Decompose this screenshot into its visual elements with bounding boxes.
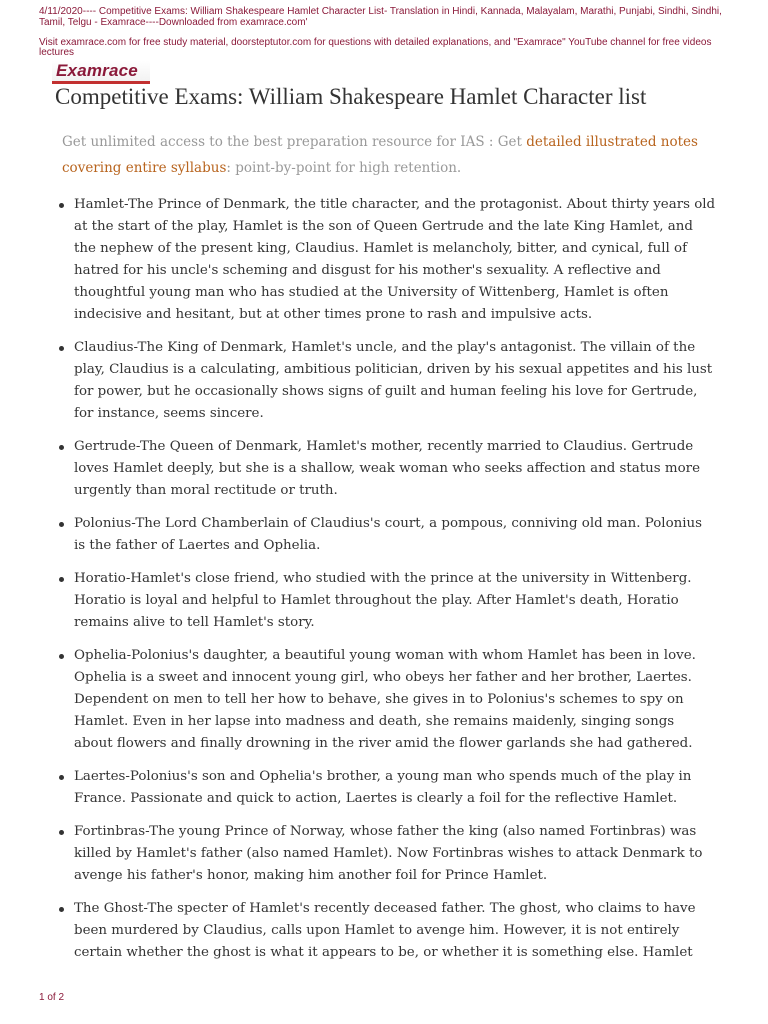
print-header: 4/11/2020---- Competitive Exams: William Shakespeare Hamlet Character List- Translation in Hindi, Kannada, Malayalam, Marathi, Punjabi, Sindhi, Sindhi, Tamil, Telgu - Examrace----Downloaded from examrace.com' [39, 6, 722, 28]
character-item-hamlet [56, 194, 716, 326]
bullet-icon [59, 346, 64, 351]
bullet-icon [59, 830, 64, 835]
promo-tail: : point-by-point for high retention. [226, 160, 462, 176]
character-item-ophelia [56, 645, 716, 755]
promo-notes-link[interactable]: detailed illustrated notes covering entire syllabus [62, 134, 698, 176]
bullet-icon [59, 203, 64, 208]
bullet-icon [59, 654, 64, 659]
character-list [56, 194, 716, 975]
promo-banner [62, 129, 712, 181]
character-item-claudius [56, 337, 716, 425]
character-item-laertes [56, 766, 716, 810]
character-text: Polonius-The Lord Chamberlain of Claudius's court, a pompous, conniving old man. Polonius is the father of Laertes and Ophelia. [74, 516, 703, 553]
character-item-ghost [56, 898, 716, 964]
character-text: Laertes-Polonius's son and Ophelia's brother, a young man who spends much of the play in France. Passionate and quick to action, Laertes is clearly a foil for the reflective Hamlet. [74, 769, 692, 806]
character-text: Fortinbras-The young Prince of Norway, whose father the king (also named Fortinbras) was killed by Hamlet's father (also named Hamlet). Now Fortinbras wishes to attack Denmark to avenge his father's honor, making him another foil for Prince Hamlet. [74, 824, 703, 883]
character-item-polonius [56, 513, 716, 557]
bullet-icon [59, 522, 64, 527]
character-item-horatio [56, 568, 716, 634]
character-text: Hamlet-The Prince of Denmark, the title character, and the protagonist. About thirty years old at the start of the play, Hamlet is the son of Queen Gertrude and the late King Hamlet, and the nephew of the present king, Claudius. Hamlet is melancholy, bitter, and cynical, full of hatred for his uncle's scheming and disgust for his mother's sexuality. A reflective and thoughtful young man who has studied at the University of Wittenberg, Hamlet is often indecisive and hesitant, but at other times prone to rash and impulsive acts. [74, 197, 716, 322]
bullet-icon [59, 577, 64, 582]
examrace-logo[interactable] [52, 61, 150, 84]
bullet-icon [59, 907, 64, 912]
page-number: 1 of 2 [39, 992, 65, 1003]
character-text: Gertrude-The Queen of Denmark, Hamlet's mother, recently married to Claudius. Gertrude loves Hamlet deeply, but she is a shallow, weak woman who seeks affection and status more urgently than moral rectitude or truth. [74, 439, 701, 498]
bullet-icon [59, 445, 64, 450]
character-text: Horatio-Hamlet's close friend, who studied with the prince at the university in Wittenberg. Horatio is loyal and helpful to Hamlet throughout the play. After Hamlet's death, Horatio remains alive to tell Hamlet's story. [74, 571, 692, 630]
character-item-fortinbras [56, 821, 716, 887]
logo-text: Examrace [56, 61, 138, 80]
promo-lead: Get unlimited access to the best preparation resource for IAS : Get [62, 134, 527, 150]
page-title: Competitive Exams: William Shakespeare Hamlet Character list [55, 84, 647, 109]
visit-notice: Visit examrace.com for free study material, doorsteptutor.com for questions with detailed explanations, and "Examrace" YouTube channel for free videos lectures [39, 37, 712, 58]
character-text: Ophelia-Polonius's daughter, a beautiful young woman with whom Hamlet has been in love. Ophelia is a sweet and innocent young girl, who obeys her father and her brother, Laertes. Dependent on men to tell her how to behave, she gives in to Polonius's schemes to spy on Hamlet. Even in her lapse into madness and death, she remains maidenly, singing songs about flowers and finally drowning in the river amid the flower garlands she had gathered. [74, 648, 696, 751]
character-text: Claudius-The King of Denmark, Hamlet's uncle, and the play's antagonist. The villain of the play, Claudius is a calculating, ambitious politician, driven by his sexual appetites and his lust for power, but he occasionally shows signs of guilt and human feeling his love for Gertrude, for instance, seems sincere. [74, 340, 713, 421]
bullet-icon [59, 775, 64, 780]
character-item-gertrude [56, 436, 716, 502]
character-text: The Ghost-The specter of Hamlet's recently deceased father. The ghost, who claims to have been murdered by Claudius, calls upon Hamlet to avenge him. However, it is not entirely certain whether the ghost is what it appears to be, or whether it is something else. Hamlet [74, 901, 696, 960]
